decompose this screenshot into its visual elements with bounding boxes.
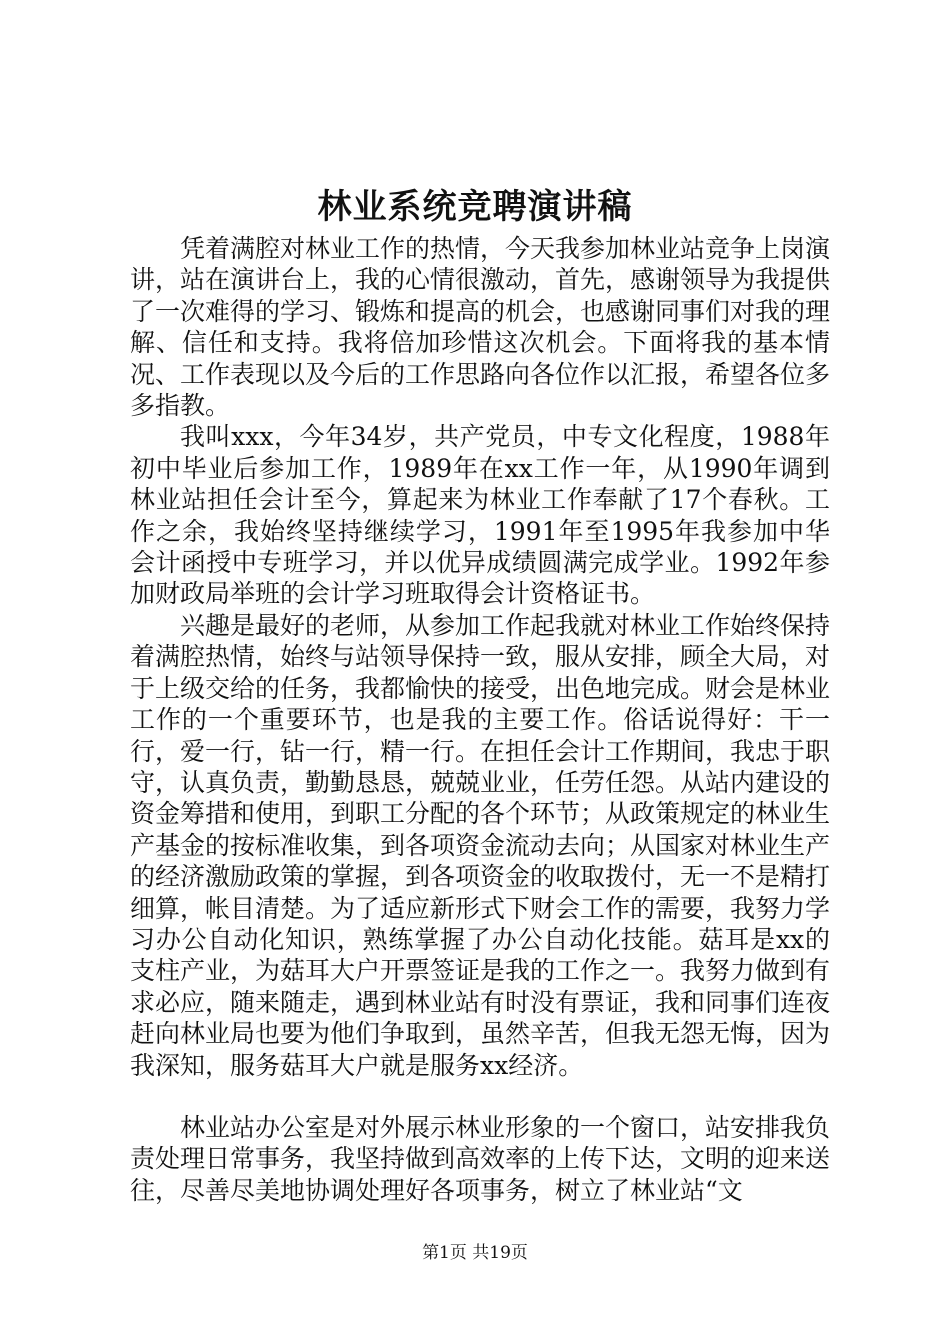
paragraph-2: 我叫xxx，今年34岁，共产党员，中专文化程度，1988年初中毕业后参加工作，1989年在xx工作一年，从1990年调到林业站担任会计至今，算起来为林业工作奉献了17个春秋。工作之余，我始终坚持继续学习，1991年至1995年我参加中华会计函授中专班学习，并以优异成绩圆满完成学业。1992年参加财政局举班的会计学习班取得会计资格证书。: [130, 422, 830, 609]
document-body: [130, 233, 830, 1206]
paragraph-3: 兴趣是最好的老师，从参加工作起我就对林业工作始终保持着满腔热情，始终与站领导保持一致，服从安排，顾全大局，对于上级交给的任务，我都愉快的接受，出色地完成。财会是林业工作的一个重要环节，也是我的主要工作。俗话说得好：干一行，爱一行，钻一行，精一行。在担任会计工作期间，我忠于职守，认真负责，勤勤恳恳，兢兢业业，任劳任怨。从站内建设的资金筹措和使用，到职工分配的各个环节；从政策规定的林业生产基金的按标准收集，到各项资金流动去向；从国家对林业生产的经济激励政策的掌握，到各项资金的收取拨付，无一不是精打细算，帐目清楚。为了适应新形式下财会工作的需要，我努力学习办公自动化知识，熟练掌握了办公自动化技能。菇耳是xx的支柱产业，为菇耳大户开票签证是我的工作之一。我努力做到有求必应，随来随走，遇到林业站有时没有票证，我和同事们连夜赶向林业局也要为他们争取到，虽然辛苦，但我无怨无悔，因为我深知，服务菇耳大户就是服务xx经济。: [130, 610, 831, 1080]
page-number-footer: 第1页 共19页: [422, 1243, 528, 1263]
paragraph-gap: [130, 1081, 830, 1112]
document-title: 林业系统竞聘演讲稿: [317, 187, 633, 227]
paragraph-1: 凭着满腔对林业工作的热情，今天我参加林业站竞争上岗演讲，站在演讲台上，我的心情很激动，首先，感谢领导为我提供了一次难得的学习、锻炼和提高的机会，也感谢同事们对我的理解、信任和支持。我将倍加珍惜这次机会。下面将我的基本情况、工作表现以及今后的工作思路向各位作以汇报，希望各位多多指教。: [130, 234, 831, 421]
paragraph-4: 林业站办公室是对外展示林业形象的一个窗口，站安排我负责处理日常事务，我坚持做到高效率的上传下达，文明的迎来送往，尽善尽美地协调处理好各项事务，树立了林业站“文: [130, 1112, 831, 1205]
